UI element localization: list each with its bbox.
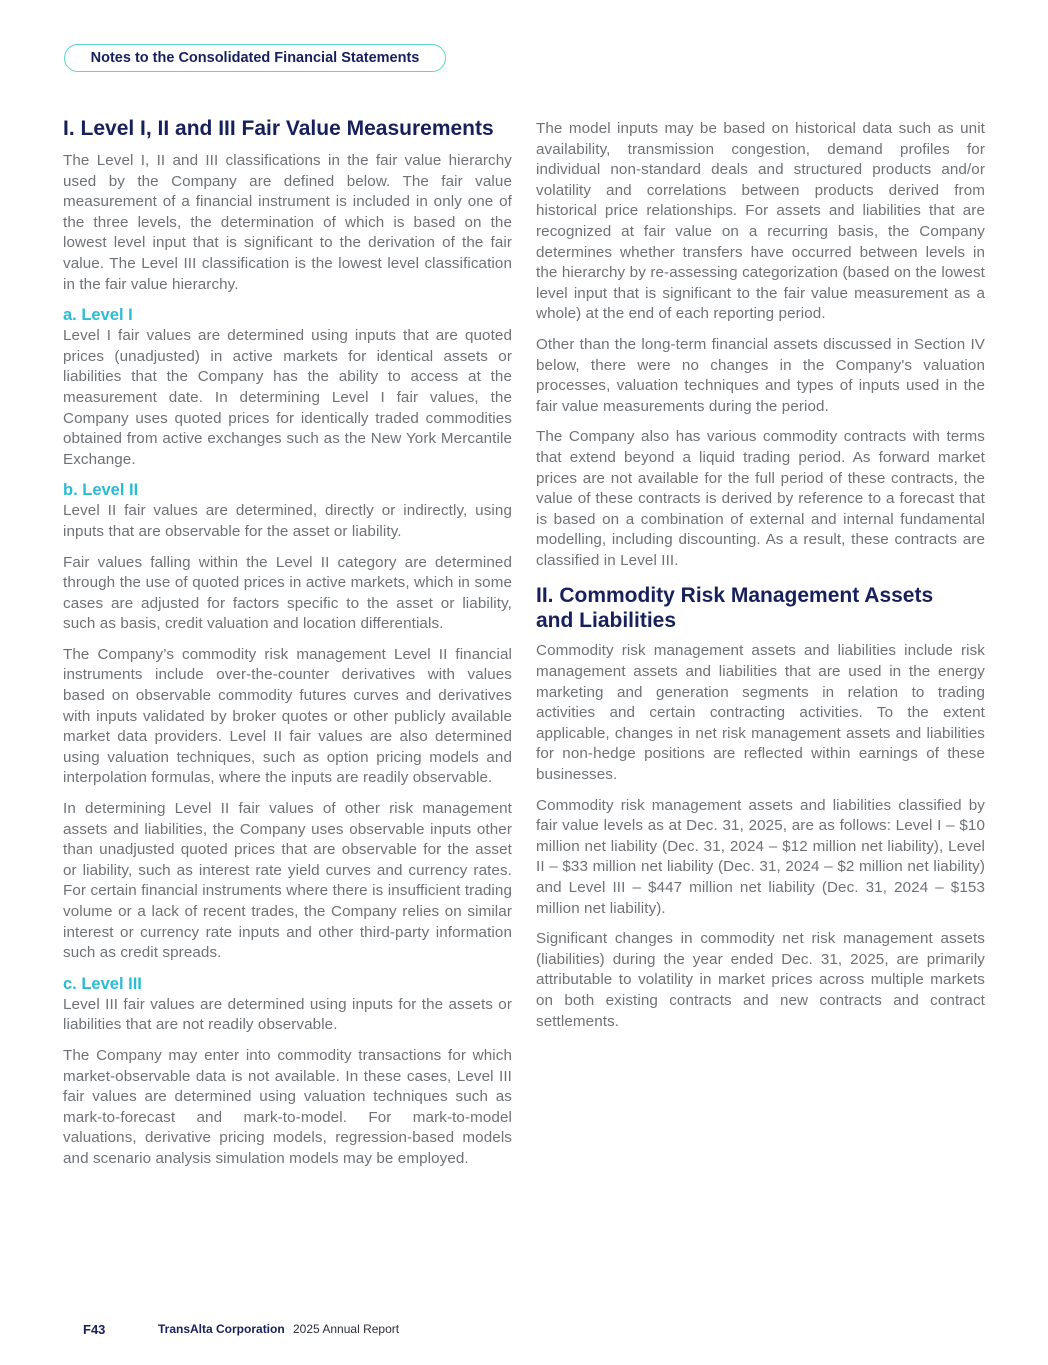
section-heading-fair-value: I. Level I, II and III Fair Value Measurements [63, 117, 494, 140]
left-column [63, 116, 512, 1180]
model-inputs-paragraph: The model inputs may be based on historical data such as unit availability, transmission congestion, demand profiles for individual non-standard deals and structured products and/or volatility and correlations between products derived from historical price relationships. For assets and liabilities that are recognized at fair value on a recurring basis, the Company determines whether transfers have occurred between levels in the hierarchy by re-assessing categorization (based on the lowest level input that is significant to the fair value measurement as a whole) at the end of each reporting period. [536, 120, 985, 323]
subheading-level-2: b. Level II [63, 481, 139, 500]
section-header-pill [64, 44, 446, 72]
level-2-paragraph-4: In determining Level II fair values of other risk management assets and liabilities, the Company uses observable inputs other than unadjusted quoted prices that are observable for the asset or liability, such as interest rate yield curves and currency rates. For certain financial instruments where there is insufficient trading volume or a lack of recent trades, the Company relies on similar interest or currency rate inputs and other third-party information such as credit spreads. [63, 800, 512, 962]
level-2-paragraph-1: Level II fair values are determined, directly or indirectly, using inputs that are observable for the asset or liability. [63, 502, 512, 540]
section-heading-commodity-risk-line-1: II. Commodity Risk Management Assets [536, 584, 934, 608]
level-3-paragraph-1: Level III fair values are determined using inputs for the assets or liabilities that are not readily observable. [63, 995, 512, 1034]
level-3-paragraph-2: The Company may enter into commodity transactions for which market-observable data is not available. In these cases, Level III fair values are determined using valuation techniques such as mark-to-forecast and mark-to-model. For mark-to-model valuations, derivative pricing models, regression-based models and scenario analysis simulation models may be employed. [63, 1046, 512, 1167]
subheading-level-3: c. Level III [63, 974, 142, 993]
commodity-risk-paragraph-1: Commodity risk management assets and liabilities include risk management assets and liabilities that are used in the energy marketing and generation segments in relation to trading activities and certain contracting activities. To the extent applicable, changes in net risk management assets and liabilities for non-hedge positions are reflected within earnings of these businesses. [536, 642, 985, 784]
level-2-paragraph-2: Fair values falling within the Level II category are determined through the use of quoted prices in active markets, which in some cases are adjusted for factors specific to the asset or liability, such as basis, credit valuation and location differentials. [63, 553, 512, 633]
section-heading-commodity-risk-line-2: and Liabilities [536, 609, 677, 633]
section-heading-commodity-risk [536, 583, 985, 633]
intro-paragraph: The Level I, II and III classifications in the fair value hierarchy used by the Company are defined below. The fair value measurement of a financial instrument is included in only one of the three levels, the determination of which is based on the lowest level input that is significant to the derivation of the fair value. The Level III classification is the lowest level classification in the fair value hierarchy. [63, 152, 512, 293]
level-1-paragraph: Level I fair values are determined using inputs that are quoted prices (unadjusted) in active markets for identical assets or liabilities that the Company has the ability to access at the measurement date. In determining Level I fair values, the Company uses quoted prices for identically traded commodities obtained from active exchanges such as the New York Mercantile Exchange. [63, 327, 512, 468]
valuation-changes-paragraph: Other than the long-term financial assets discussed in Section IV below, there were no changes in the Company's valuation processes, valuation techniques and types of inputs used in the fair value measurements during the period. [536, 335, 985, 415]
footer-company: TransAlta Corporation [158, 1322, 285, 1336]
commodity-risk-paragraph-3: Significant changes in commodity net risk management assets (liabilities) during the year ended Dec. 31, 2025, are primarily attributable to volatility in market prices across multiple markets on both existing contracts and new contracts and contract settlements. [536, 930, 985, 1030]
footer-report-title: 2025 Annual Report [293, 1322, 400, 1336]
subheading-level-1: a. Level I [63, 306, 133, 325]
commodity-contracts-paragraph: The Company also has various commodity contracts with terms that extend beyond a liquid trading period. As forward market prices are not available for the full period of these contracts, the value of these contracts is derived by reference to a forecast that is based on a combination of external and internal fundamental modelling, including discounting. As a result, these contracts are classified in Level III. [536, 428, 985, 569]
right-column [536, 119, 985, 1042]
page-number: F43 [83, 1322, 106, 1337]
page-footer [0, 1322, 1048, 1342]
section-header-label: Notes to the Consolidated Financial Statements [90, 50, 420, 66]
commodity-risk-paragraph-2: Commodity risk management assets and liabilities classified by fair value levels as at Dec. 31, 2025, are as follows: Level I – $10 million net liability (Dec. 31, 2024 – $12 million net liability), Level II – $33 million net liability (Dec. 31, 2024 – $2 million net liability) and Level III – $447 million net liability (Dec. 31, 2024 – $153 million net liability). [536, 796, 985, 917]
level-2-paragraph-3: The Company’s commodity risk management Level II financial instruments include over-the-counter derivatives with values based on observable commodity futures curves and derivatives with inputs validated by broker quotes or other publicly available market data providers. Level II fair values are also determined using valuation techniques, such as option pricing models and interpolation formulas, where the inputs are readily observable. [63, 645, 512, 787]
